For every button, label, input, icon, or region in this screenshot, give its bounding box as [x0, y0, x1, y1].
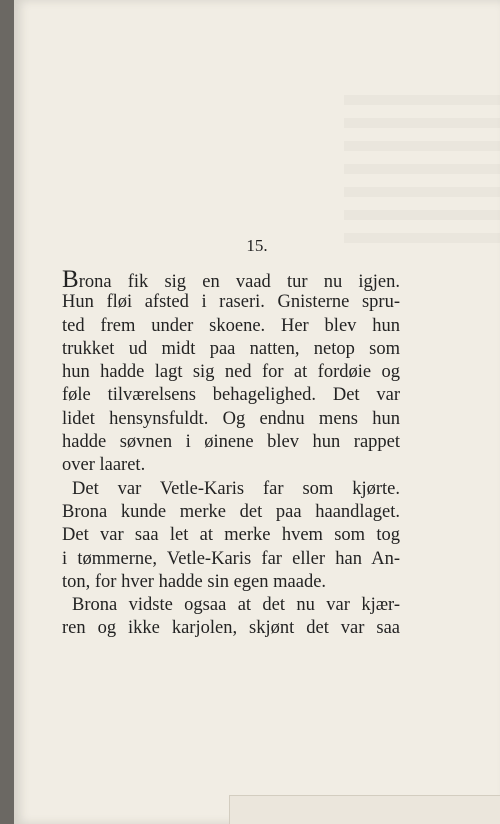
text-line: i tømmerne, Vetle-Karis far eller han An-: [62, 548, 400, 569]
text-line: Brona kunde merke det paa haandlaget.: [62, 501, 400, 522]
text-line: Hun fløi afsted i raseri. Gnisterne spru-: [62, 292, 400, 313]
show-through-text: [344, 95, 500, 245]
text-line: ton, for hver hadde sin egen maade.: [62, 571, 327, 592]
first-line-rest: rona fik sig en vaad tur nu igjen.: [78, 272, 400, 292]
drop-cap: B: [62, 266, 79, 293]
text-line: trukket ud midt paa natten, netop som: [62, 338, 400, 359]
text-line: føle tilværelsens behagelighed. Det var: [62, 385, 400, 406]
text-line: Det var saa let at merke hvem som tog: [62, 525, 400, 546]
text-line: ted frem under skoene. Her blev hun: [62, 315, 400, 336]
chapter-number: 15.: [246, 236, 268, 255]
text-line: lidet hensynsfuldt. Og endnu mens hun: [62, 408, 400, 429]
text-line: ren og ikke karjolen, skjønt det var saa: [62, 618, 400, 639]
body-text: [62, 268, 400, 641]
page-corner-crease: [229, 795, 500, 824]
text-line: Brona vidste ogsaa at det nu var kjær-: [72, 595, 400, 616]
text-line: over laaret.: [62, 455, 146, 476]
text-line: hadde søvnen i øinene blev hun rappet: [62, 432, 400, 453]
text-line: [62, 268, 400, 291]
text-line: Det var Vetle-Karis far som kjørte.: [72, 478, 400, 499]
text-line: hun hadde lagt sig ned for at fordøie og: [62, 362, 400, 383]
